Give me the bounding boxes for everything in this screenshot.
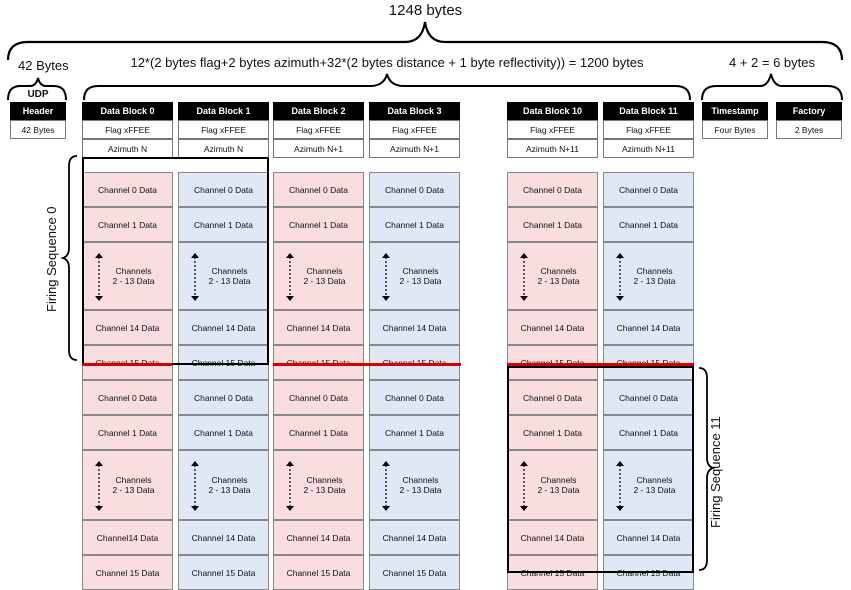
channel-cell: Channel 1 Data [603,207,694,242]
header-column [10,102,66,139]
channel-cell: Channel 15 Data [82,555,173,590]
channels-2-13-cell [273,450,364,520]
data-block-title: Data Block 0 [82,102,173,120]
timestamp-title: Timestamp [702,102,768,120]
flag-cell: Flag xFFEE [82,120,173,139]
data-block-title: Data Block 1 [178,102,269,120]
flag-cell: Flag xFFEE [273,120,364,139]
channel-cell: Channel 15 Data [178,555,269,590]
channels-label: Channels 2 - 13 Data [633,266,676,286]
channels-label: Channels 2 - 13 Data [399,475,442,495]
channel-cell: Channel 15 Data [603,555,694,590]
channel-cell: Channel 0 Data [369,172,460,207]
channels-label: Channels 2 - 13 Data [537,475,580,495]
channel-cell: Channel 14 Data [82,310,173,345]
channel-cell: Channel 1 Data [273,415,364,450]
channels-label: Channels 2 - 13 Data [208,266,251,286]
azimuth-cell: Azimuth N+11 [507,139,598,158]
header-value: 42 Bytes [10,120,66,139]
data-block-title: Data Block 2 [273,102,364,120]
factory-title: Factory [776,102,842,120]
channels-label: Channels 2 - 13 Data [112,475,155,495]
trailer-size-label: 4 + 2 = 6 bytes [728,55,815,70]
separator-line [82,363,172,366]
azimuth-cell: Azimuth N [82,139,173,158]
channel-cell: Channel 14 Data [369,520,460,555]
timestamp-value: Four Bytes [702,120,768,139]
channels-label: Channels 2 - 13 Data [399,266,442,286]
data-block-title: Data Block 10 [507,102,598,120]
channel-cell: Channel 0 Data [178,172,269,207]
channels-label: Channels 2 - 13 Data [112,266,155,286]
flag-cell: Flag xFFEE [603,120,694,139]
channel-cell: Channel14 Data [82,520,173,555]
data-block-column [273,102,364,590]
double-arrow-icon [286,253,294,301]
channels-2-13-cell [507,242,598,310]
azimuth-cell: Azimuth N+11 [603,139,694,158]
channel-cell: Channel 14 Data [369,310,460,345]
channels-2-13-cell [369,450,460,520]
channel-cell: Channel 0 Data [273,172,364,207]
channel-cell: Channel 14 Data [273,520,364,555]
channels-2-13-cell [82,450,173,520]
firing-sequence-11-box [507,366,694,573]
channels-label: Channels 2 - 13 Data [303,266,346,286]
double-arrow-icon [382,461,390,511]
channel-cell: Channel 14 Data [507,310,598,345]
channels-2-13-cell [273,242,364,310]
flag-cell: Flag xFFEE [507,120,598,139]
double-arrow-icon [616,253,624,301]
separator-line [507,363,694,366]
udp-label: UDP [27,89,49,100]
channel-cell: Channel 15 Data [273,555,364,590]
channel-cell: Channel 1 Data [82,415,173,450]
channel-cell: Channel 1 Data [369,415,460,450]
channel-cell: Channel 14 Data [603,520,694,555]
separator-line [273,363,461,366]
channels-label: Channels 2 - 13 Data [303,475,346,495]
data-size-label: 12*(2 bytes flag+2 bytes azimuth+32*(2 bytes distance + 1 byte reflectivity)) = 1200 bytes [130,55,644,70]
firing-sequence-11-label: Firing Sequence 11 [708,416,723,528]
channel-cell: Channel 1 Data [178,415,269,450]
double-arrow-icon [286,461,294,511]
channel-cell: Channel 14 Data [603,310,694,345]
channel-cell: Channel 0 Data [603,172,694,207]
header-size-label: 42 Bytes [18,58,69,73]
channel-cell: Channel 1 Data [178,207,269,242]
channel-cell: Channel 15 Data [507,555,598,590]
channels-2-13-cell [603,242,694,310]
data-block-title: Data Block 11 [603,102,694,120]
channel-cell: Channel 0 Data [507,380,598,415]
firing-sequence-0-box [82,157,269,365]
channels-2-13-cell [178,450,269,520]
header-title: Header [10,102,66,120]
double-arrow-icon [95,461,103,511]
total-size-label: 1248 bytes [388,2,463,19]
channel-cell: Channel 1 Data [273,207,364,242]
channel-cell: Channel 0 Data [178,380,269,415]
channel-cell: Channel 1 Data [82,207,173,242]
channel-cell: Channel 0 Data [369,380,460,415]
double-arrow-icon [520,253,528,301]
channel-cell: Channel 15 Data [178,345,269,380]
channel-cell: Channel 14 Data [273,310,364,345]
double-arrow-icon [191,461,199,511]
double-arrow-icon [382,253,390,301]
channel-cell: Channel 0 Data [507,172,598,207]
channels-label: Channels 2 - 13 Data [633,475,676,495]
timestamp-column [702,102,768,139]
channel-cell: Channel 15 Data [369,555,460,590]
factory-value: 2 Bytes [776,120,842,139]
channel-cell: Channel 0 Data [603,380,694,415]
channels-label: Channels 2 - 13 Data [537,266,580,286]
firing-sequence-0-label: Firing Sequence 0 [44,206,59,312]
azimuth-cell: Azimuth N+1 [273,139,364,158]
channels-2-13-cell [369,242,460,310]
flag-cell: Flag xFFEE [178,120,269,139]
azimuth-cell: Azimuth N+1 [369,139,460,158]
channel-cell: Channel 1 Data [369,207,460,242]
channel-cell: Channel 14 Data [507,520,598,555]
data-block-column [369,102,460,590]
channel-cell: Channel 1 Data [507,207,598,242]
channel-cell: Channel 0 Data [82,380,173,415]
data-block-title: Data Block 3 [369,102,460,120]
channel-cell: Channel 0 Data [273,380,364,415]
azimuth-cell: Azimuth N [178,139,269,158]
channel-cell: Channel 1 Data [603,415,694,450]
channels-label: Channels 2 - 13 Data [208,475,251,495]
channel-cell: Channel 0 Data [82,172,173,207]
channel-cell: Channel 14 Data [178,520,269,555]
flag-cell: Flag xFFEE [369,120,460,139]
factory-column [776,102,842,139]
channel-cell: Channel 1 Data [507,415,598,450]
channel-cell: Channel 14 Data [178,310,269,345]
